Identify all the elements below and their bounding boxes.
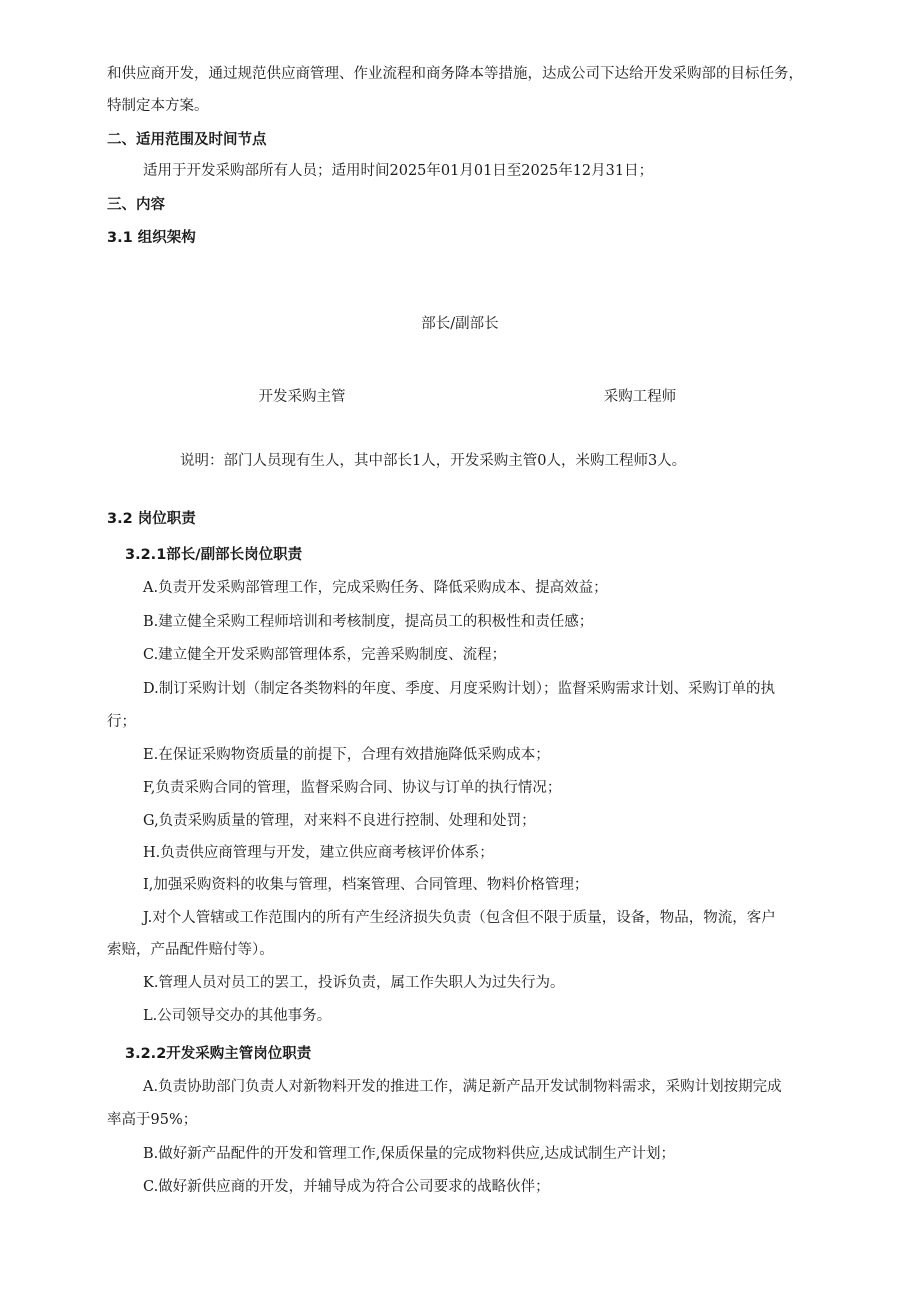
duty-item-d-line-2: 行； — [107, 714, 136, 730]
supervisor-duty-b: B.做好新产品配件的开发和管理工作,保质保量的完成物料供应,达成试制生产计划； — [143, 1146, 675, 1162]
duty-item-h: H.负责供应商管理与开发，建立供应商考核评价体系； — [143, 845, 494, 861]
subsection-3-2-2-heading: 3.2.2开发采购主管岗位职责 — [125, 1046, 312, 1062]
duty-item-j-line-2: 索赔，产品配件赔付等）。 — [107, 942, 274, 958]
supervisor-duty-c: C.做好新供应商的开发，并辅导成为符合公司要求的战略伙伴； — [143, 1179, 550, 1195]
intro-line-2: 特制定本方案。 — [107, 98, 209, 114]
duty-item-l: L.公司领导交办的其他事务。 — [143, 1008, 332, 1024]
subsection-3-2-1-heading: 3.2.1部长/副部长岗位职责 — [125, 547, 303, 563]
duty-item-f: F,负责采购合同的管理，监督采购合同、协议与订单的执行情况； — [143, 780, 562, 796]
duty-item-a: A.负责开发采购部管理工作，完成采购任务、降低采购成本、提高效益； — [143, 580, 608, 596]
duty-item-i: I,加强采购资料的收集与管理，档案管理、合同管理、物料价格管理； — [143, 877, 589, 893]
duty-item-j-line-1: J.对个人管辖或工作范围内的所有产生经济损失负责（包含但不限于质量，设备，物品，物流，客户 — [143, 910, 776, 926]
duty-item-e: E.在保证采购物资质量的前提下，合理有效措施降低采购成本； — [143, 747, 550, 763]
duty-item-b: B.建立健全采购工程师培训和考核制度，提高员工的积极性和责任感； — [143, 614, 594, 630]
duty-item-c: C.建立健全开发采购部管理体系，完善采购制度、流程； — [143, 647, 507, 663]
subsection-3-1-heading: 3.1 组织架构 — [107, 230, 196, 246]
supervisor-duty-a-line-1: A.负责协助部门负责人对新物料开发的推进工作，满足新产品开发试制物料需求，采购计划按期完成 — [143, 1079, 782, 1095]
duty-item-g: G,负责采购质量的管理，对来料不良进行控制、处理和处罚； — [143, 813, 536, 829]
section-2-text: 适用于开发采购部所有人员；适用时间2025年01月01日至2025年12月31日； — [143, 163, 654, 179]
org-chart-right-node: 采购工程师 — [603, 389, 677, 405]
org-chart-top-node: 部长/副部长 — [421, 316, 499, 332]
duty-item-d-line-1: D.制订采购计划（制定各类物料的年度、季度、月度采购计划）；监督采购需求计划、采购订单的执 — [143, 681, 775, 697]
section-3-heading: 三、内容 — [107, 197, 165, 213]
section-2-heading: 二、适用范围及时间节点 — [107, 132, 267, 148]
org-chart-left-node: 开发采购主管 — [258, 389, 346, 405]
subsection-3-2-heading: 3.2 岗位职责 — [107, 511, 196, 527]
supervisor-duty-a-line-2: 率高于95%； — [107, 1112, 198, 1128]
org-chart-note: 说明：部门人员现有生人，其中部长1人，开发采购主管0人，米购工程师3人。 — [180, 453, 687, 469]
intro-line-1: 和供应商开发，通过规范供应商管理、作业流程和商务降本等措施，达成公司下达给开发采购部的目标任务， — [107, 66, 803, 82]
duty-item-k: K.管理人员对员工的罢工，投诉负责，属工作失职人为过失行为。 — [143, 975, 565, 991]
